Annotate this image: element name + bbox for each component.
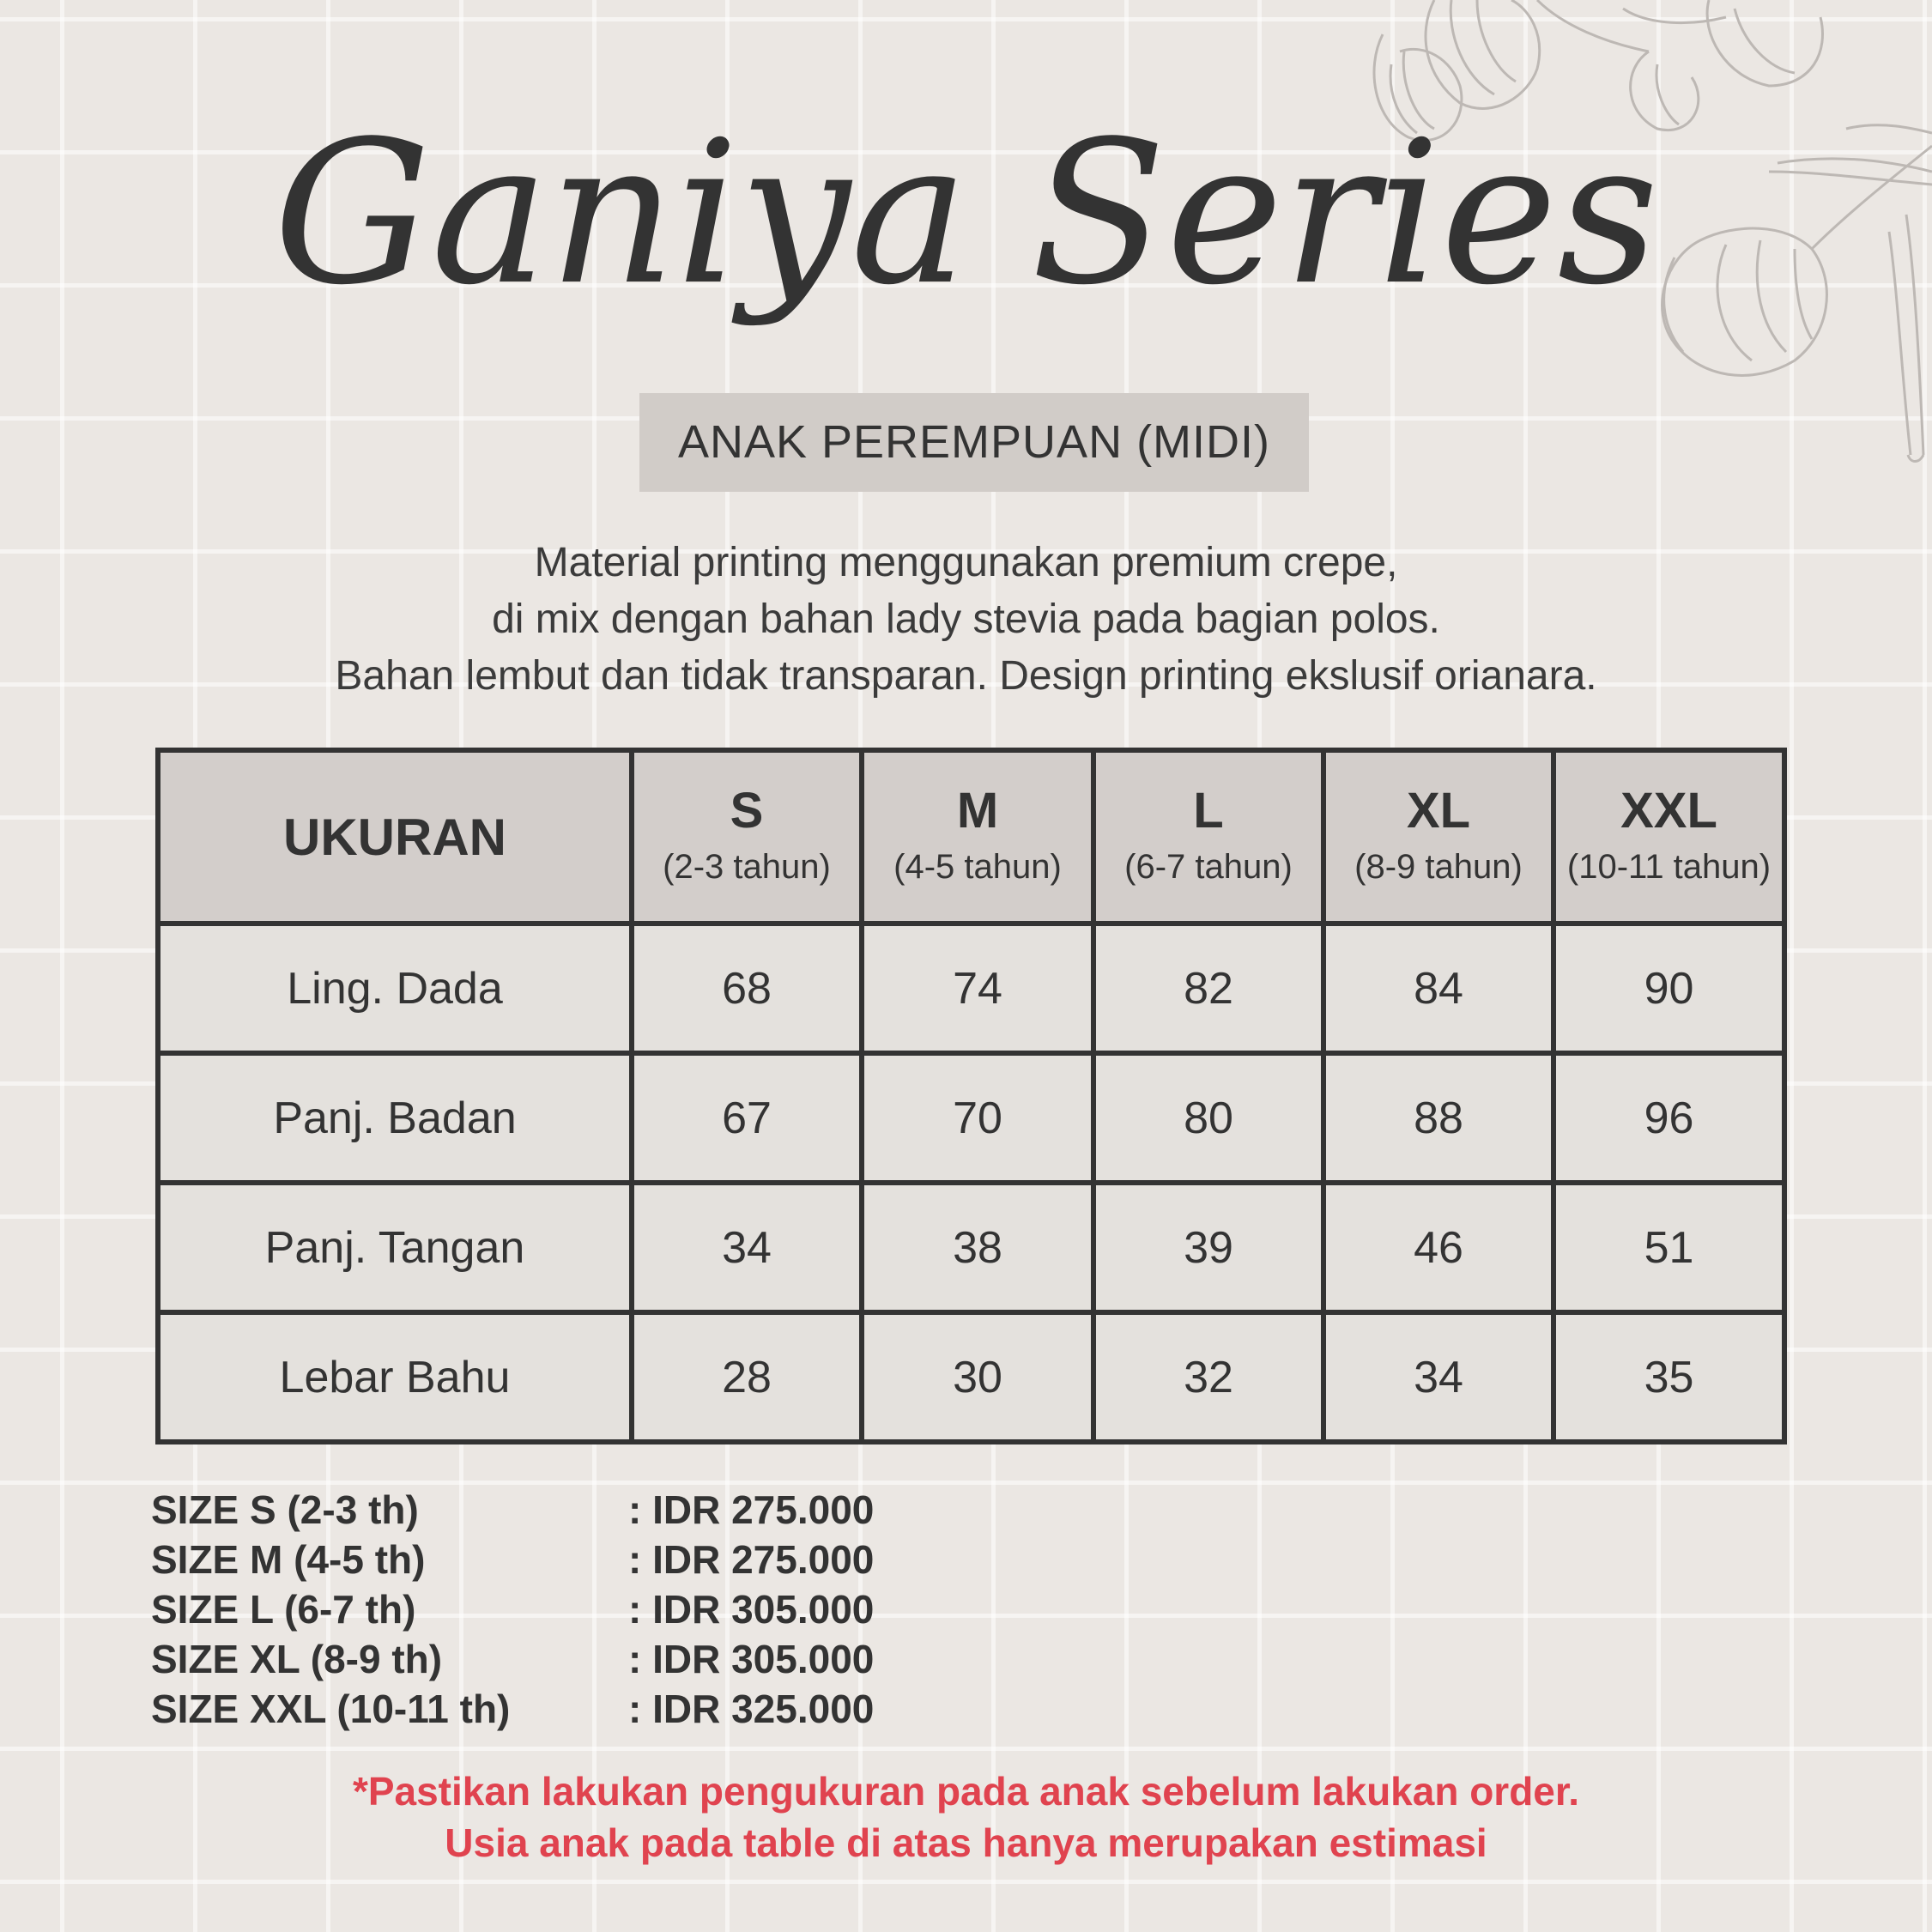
row-label: Panj. Badan <box>158 1053 632 1183</box>
age-estimate-note: Usia anak pada table di atas hanya merupakan estimasi <box>445 1820 1487 1865</box>
size-chart-table <box>155 748 1787 1444</box>
table-cell: 32 <box>1093 1312 1323 1442</box>
table-cell: 68 <box>632 924 862 1053</box>
price-label: SIZE S (2-3 th) <box>151 1487 419 1532</box>
price-row-xxl <box>151 1686 1095 1735</box>
table-cell: 84 <box>1323 924 1553 1053</box>
header-size-s: S (2-3 tahun) <box>632 750 862 924</box>
row-label: Panj. Tangan <box>158 1183 632 1312</box>
price-row-l <box>151 1586 1095 1636</box>
price-value: : IDR 275.000 <box>628 1537 875 1582</box>
table-cell: 80 <box>1093 1053 1323 1183</box>
table-cell: 90 <box>1553 924 1784 1053</box>
price-value: : IDR 305.000 <box>628 1637 875 1681</box>
table-cell: 34 <box>632 1183 862 1312</box>
table-cell: 46 <box>1323 1183 1553 1312</box>
price-label: SIZE XL (8-9 th) <box>151 1637 443 1681</box>
table-cell: 30 <box>862 1312 1093 1442</box>
measurement-note: *Pastikan lakukan pengukuran pada anak sebelum lakukan order. <box>352 1769 1580 1814</box>
table-cell: 34 <box>1323 1312 1553 1442</box>
page-title: Ganiya Series <box>273 100 1659 329</box>
table-cell: 74 <box>862 924 1093 1053</box>
price-row-m <box>151 1536 1095 1586</box>
header-size-m: M (4-5 tahun) <box>862 750 1093 924</box>
description-line-2: di mix dengan bahan lady stevia pada bagian polos. <box>492 597 1440 642</box>
table-row <box>158 1183 1784 1312</box>
header-ukuran: UKURAN <box>158 750 632 924</box>
price-value: : IDR 325.000 <box>628 1687 875 1731</box>
description-line-1: Material printing menggunakan premium crepe, <box>534 540 1398 585</box>
price-label: SIZE XXL (10-11 th) <box>151 1687 511 1731</box>
price-row-xl <box>151 1636 1095 1686</box>
header-size-xxl: XXL (10-11 tahun) <box>1553 750 1784 924</box>
table-row <box>158 924 1784 1053</box>
price-value: : IDR 275.000 <box>628 1487 875 1532</box>
table-cell: 28 <box>632 1312 862 1442</box>
table-cell: 67 <box>632 1053 862 1183</box>
product-subtitle: ANAK PEREMPUAN (MIDI) <box>639 393 1309 492</box>
table-cell: 82 <box>1093 924 1323 1053</box>
row-label: Ling. Dada <box>158 924 632 1053</box>
table-cell: 51 <box>1553 1183 1784 1312</box>
price-value: : IDR 305.000 <box>628 1587 875 1632</box>
table-cell: 70 <box>862 1053 1093 1183</box>
table-cell: 88 <box>1323 1053 1553 1183</box>
table-row <box>158 1312 1784 1442</box>
table-cell: 96 <box>1553 1053 1784 1183</box>
description-line-3: Bahan lembut dan tidak transparan. Design printing ekslusif orianara. <box>335 653 1597 699</box>
table-row <box>158 1053 1784 1183</box>
price-label: SIZE L (6-7 th) <box>151 1587 416 1632</box>
header-size-xl: XL (8-9 tahun) <box>1323 750 1553 924</box>
price-row-s <box>151 1487 1095 1536</box>
header-size-l: L (6-7 tahun) <box>1093 750 1323 924</box>
table-cell: 38 <box>862 1183 1093 1312</box>
table-cell: 35 <box>1553 1312 1784 1442</box>
table-cell: 39 <box>1093 1183 1323 1312</box>
table-header-row <box>158 750 1784 924</box>
price-label: SIZE M (4-5 th) <box>151 1537 426 1582</box>
row-label: Lebar Bahu <box>158 1312 632 1442</box>
